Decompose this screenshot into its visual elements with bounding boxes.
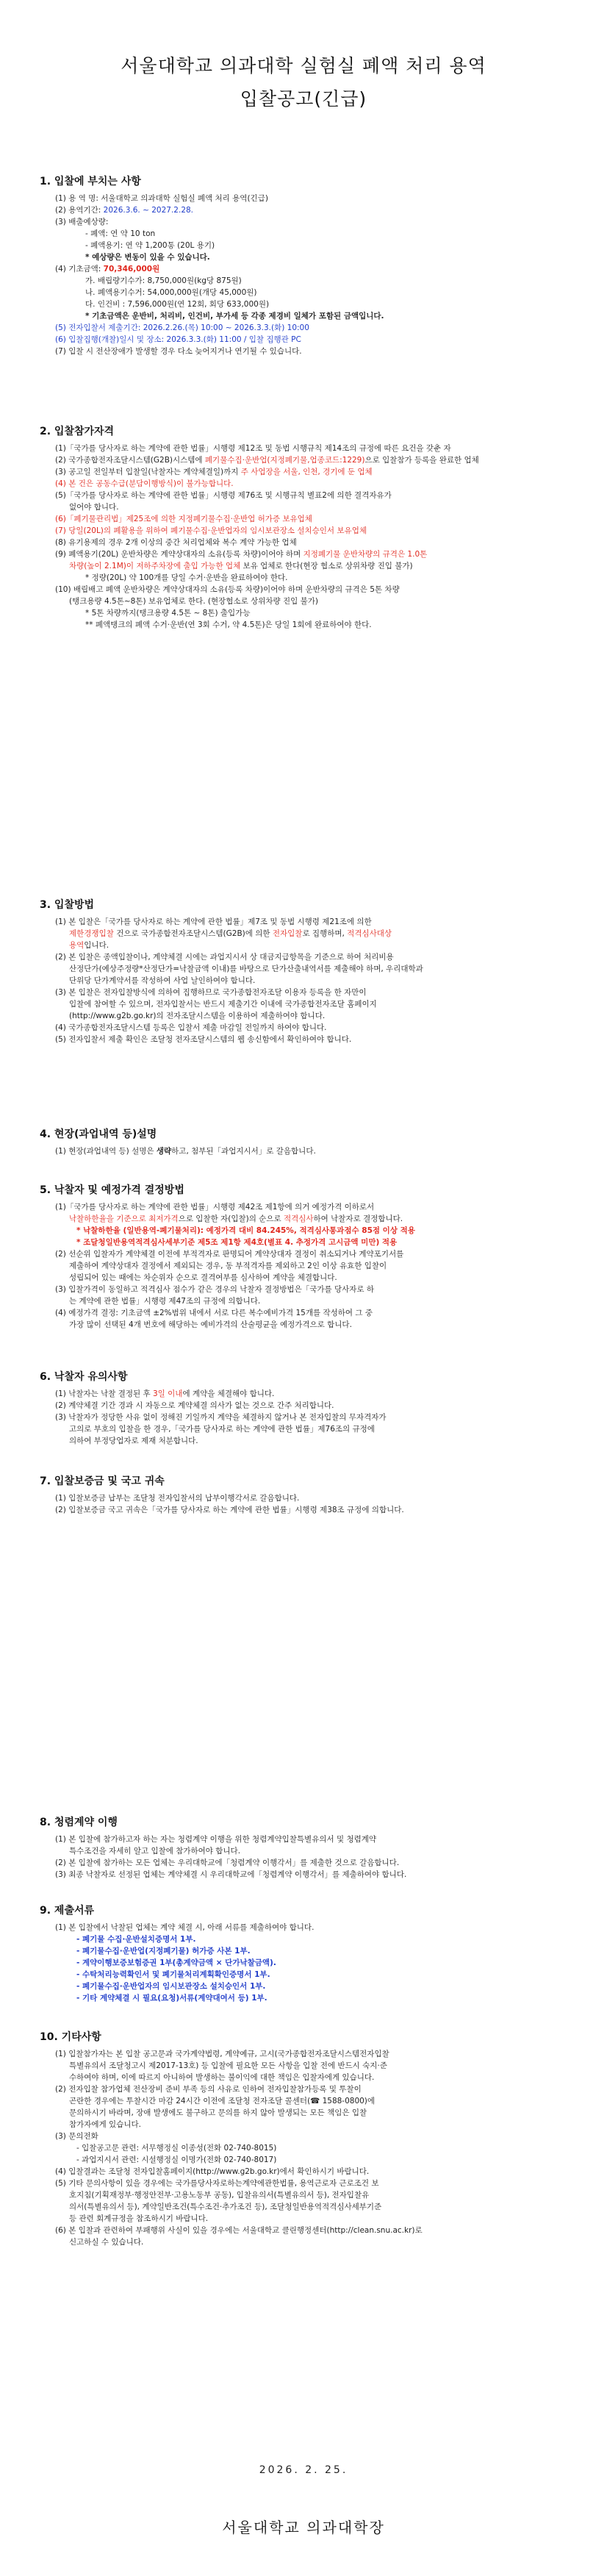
item: (1) 용 역 명: 서울대학교 의과대학 실험실 폐액 처리 용역(긴급) [55,194,268,203]
sub-item-note: * 낙찰하한율 (일반용역-폐기물처리): 예정가격 대비 84.245%, 적격심사통과점수 85점 이상 적용 [76,1226,415,1235]
emphasis-text: 생략 [156,1147,172,1156]
item: (2) 용역기간: 2026.3.6. ~ 2027.2.28. [55,206,194,215]
section-8 [40,1814,583,1881]
item-continued: 가장 많이 선택된 4개 번호에 해당하는 예비가격의 산술평균을 예정가격으로 합니다. [69,1320,352,1329]
item: (2) 본 입찰에 참가하는 모든 업체는 우리대학교에「청렴계약 이행각서」를 제출한 것으로 갈음합니다. [55,1858,400,1867]
item: (1) 입찰보증금 납부는 조달청 전자입찰서의 납부이행각서로 갈음합니다. [55,1494,300,1503]
item: (2) 계약체결 기간 경과 시 자동으로 계약체결 의사가 없는 것으로 간주 처리합니다. [55,1401,334,1410]
sub-item: 다. 인건비 : 7,596,000원(연 12회, 회당 633,000원) [85,300,270,309]
section-4 [40,1126,583,1157]
item-continued: 단위당 단가계약서를 작성하여 사업 날인하여야 합니다. [69,976,256,985]
item: (1)「국가를 당사자로 하는 계약에 관한 법률」시행령 제42조 제1항에 의거 예정가격 이하로서 [55,1203,375,1212]
sub-item-note: * 예상량은 변동이 있을 수 있습니다. [85,253,210,262]
document-list-item: - 계약이행보증보험증권 1부(총계약금액 × 단가낙찰금액). [76,1958,276,1967]
item-continued: 참가자에게 있습니다. [69,2120,141,2129]
item: (5) 전자입찰서 제출기간: 2026.2.26.(목) 10:00 ~ 2026.3.3.(화) 10:00 [55,323,309,332]
item-continued: 제한경쟁입찰 건으로 국가종합전자조달시스템(G2B)에 의한 전자입찰로 집행하며, 적격심사대상 [69,929,392,938]
item: (10) 배립배고 폐액 운반차량은 계약상대자의 소유(등록 차량)이어야 하며 운반차량의 규격은 5톤 차량 [55,585,400,594]
item: (2) 입찰보증금 국고 귀속은「국가를 당사자로 하는 계약에 관한 법률」시행령 제38조 규정에 의합니다. [55,1506,404,1514]
section-9 [40,1903,583,2004]
highlight-text: 3일 이내 [153,1389,183,1398]
item-continued: 낙찰하한율을 기준으로 최저가격으로 입찰한 자(입찰)의 순으로 적격심사하여 낙찰자로 결정합니다. [69,1214,403,1223]
item: (2) 선순위 입찰자가 계약체결 이전에 부적격자로 판명되어 계약상대자 결정이 취소되거나 계약포기서를 [55,1250,404,1259]
item-continued: 고의로 부호의 입찰을 한 경우,「국가를 당사자로 하는 계약에 관한 법률」제76조의 규정에 [69,1425,375,1434]
document-list-item: - 폐기물수집·운반업자의 임시보관장소 설치승인서 1부. [76,1982,266,1991]
item-continued: 용역입니다. [69,941,109,950]
item: (5) 전자입찰서 제출 확인은 조달청 전자조달시스템의 웹 송신함에서 확인하여야 합니다. [55,1035,352,1044]
section-3 [40,897,583,1045]
highlight-text: 적격심사대상 [347,929,392,938]
section-heading: 5. 낙찰자 및 예정가격 결정방법 [40,1184,184,1196]
sub-item: - 폐액: 연 약 10 ton [85,229,156,238]
sub-item: - 입찰공고문 관련: 서무행정실 이종성(전화 02-740-8015) [76,2144,277,2153]
item: (3) 최종 낙찰자로 선정된 업체는 계약체결 시 우리대학교에「청렴계약 이행각서」를 제출하여야 합니다. [55,1870,407,1879]
item-continued: 산정단가(예상주정량*산정단가=낙찰금액 이내)를 바탕으로 단가산출내역서를 제출해야 하며, 우리대학과 [69,965,423,973]
item-continued: (탱크용량 4.5톤~8톤) 보유업체로 한다. (현장협소로 상위차량 진입 불가) [69,597,318,606]
sub-item: * 5톤 차량까지(탱크용량 4.5톤 ~ 8톤) 출입가능 [85,609,251,618]
item-continued: 특수조건을 자세히 알고 입찰에 참가하여야 합니다. [69,1847,241,1856]
sub-item: - 과업지시서 관련: 시설행정실 이명가(전화 02-740-8017) [76,2155,277,2164]
section-heading: 1. 입찰에 부치는 사항 [40,176,141,187]
item-continued: 호지침(기획재정부·행정안전부·고용노동부 공동), 입찰유의서(특별유의서 등), 전자입찰유 [69,2191,370,2200]
item: (7) 입찰 시 전산장애가 발생할 경우 다소 늦어지거나 연기될 수 있습니다. [55,347,302,356]
section-heading: 10. 기타사항 [40,2031,101,2043]
item: (4) 기초금액: 70,346,000원 [55,265,160,273]
item-continued: 등 관련 회계규정을 참조하시기 바랍니다. [69,2214,209,2223]
highlight-text: 전자입찰 [272,929,303,938]
item: (8) 유기용제의 경우 2개 이상의 중간 처리업체와 복수 계약 가능한 업체 [55,538,297,547]
section-6 [40,1369,583,1447]
section-7 [40,1473,583,1516]
item: (3) 공고일 전일부터 입찰일(낙찰자는 계약체결일)까지 주 사업장을 서울, 인천, 경기에 둔 업체 [55,468,373,476]
item: (4) 본 건은 공동수급(분담이행방식)이 불가능합니다. [55,479,234,488]
item: (1) 본 입찰에 참가하고자 하는 자는 청렴계약 이행을 위한 청렴계약입찰특별유의서 및 청렴계약 [55,1835,377,1844]
section-heading: 4. 현장(과업내역 등)설명 [40,1128,157,1140]
highlight-text: 지정폐기물 운반차량의 규격은 1.0톤 [303,550,428,559]
issuer-signature: 서울대학교 의과대학장 [222,2519,385,2536]
highlight-text: 2026.3.6. ~ 2027.2.28. [103,206,194,215]
highlight-text: 주 사업장을 서울, 인천, 경기에 둔 업체 [240,468,373,476]
item: (4) 예정가격 결정: 기초금액 ±2%범위 내에서 서로 다른 복수예비가격 15개를 작성하여 그 중 [55,1309,373,1317]
item: (4) 입찰결과는 조달청 전자입찰홈페이지(http://www.g2b.go.kr)에서 확인하시기 바랍니다. [55,2167,370,2176]
item: (1) 현장(과업내역 등) 설명은 생략하고, 첨부된「과업지시서」로 갈음합니다. [55,1147,316,1156]
item: (7) 당일(20L)의 폐활용을 위하여 폐기물수집·운반업자의 임시보관장소 설치승인서 보유업체 [55,526,367,535]
document-subtitle: 입찰공고(긴급) [240,88,367,110]
item: (4) 국가종합전자조달시스템 등록은 입찰서 제출 마감일 전일까지 하여야 합니다. [55,1023,327,1032]
item: (3) 본 입찰은 전자입찰방식에 의하여 집행하므로 국가종합전자조달 이용자 등록을 한 자만이 [55,988,367,997]
section-2 [40,423,583,631]
document-title: 서울대학교 의과대학 실험실 폐액 처리 용역 [121,55,486,76]
item: (9) 폐액용기(20L) 운반차량은 계약상대자의 소유(등록 차량)이어야 하며 지정폐기물 운반차량의 규격은 1.0톤 [55,550,428,559]
section-heading: 6. 낙찰자 유의사항 [40,1371,128,1383]
item: (6)「폐기물관리법」제25조에 의한 지정폐기물수집·운반업 허가증 보유업체 [55,515,312,523]
item: (3) 배출예상량: [55,218,109,226]
section-1 [40,173,583,357]
item-continued: 곤란한 경우에는 투찰시간 마감 24시간 이전에 조달청 전자조달 콜센터(☎ 1588-0800)에 [69,2097,376,2105]
highlight-text: 70,346,000원 [103,265,160,273]
item: (2) 전자입찰 참가업체 전산장비 준비 부족 등의 사유로 인하여 전자입찰참가등록 및 투찰이 [55,2085,362,2094]
sub-item: 가. 배립량기수가: 8,750,000원(kg당 875원) [85,276,242,285]
section-heading: 8. 청렴계약 이행 [40,1817,118,1828]
section-heading: 7. 입찰보증금 및 국고 귀속 [40,1475,165,1487]
item-continued: 문의하시기 바라며, 장애 발생에도 불구하고 문의를 하지 않아 발생되는 모든 책임은 입찰 [69,2108,367,2117]
item: (1) 낙찰자는 낙찰 결정된 후 3일 이내에 계약을 체결해야 합니다. [55,1389,275,1398]
item-continued: 의하여 부정당업자로 제재 처분합니다. [69,1437,198,1445]
item: (2) 본 입찰은 종액입찰이나, 계약체결 시에는 과업지시서 상 대금지급항목을 기준으로 하여 처리비용 [55,953,394,962]
item: (5) 기타 문의사항이 있을 경우에는 국가를당사자로하는계약에관한법률, 용역근로자 근로조건 보 [55,2179,379,2188]
document-list-item: - 폐기물 수집·운반설치증명서 1부. [76,1935,196,1944]
sub-item-note: * 조달청일반용역적격심사세부기준 제5조 제1항 제4호(별표 4. 추정가격 고시금액 미만) 적용 [76,1238,398,1247]
document-list-item: - 수탁처리능력확인서 및 폐기물처리계획확인증명서 1부. [76,1970,270,1979]
item: (1) 본 입찰에서 낙찰된 업체는 계약 체결 시, 아래 서류를 제출하여야 합니다. [55,1923,315,1932]
item: (3) 문의전화 [55,2132,98,2141]
item: (3) 낙찰자가 정당한 사유 없이 정해진 기일까지 계약을 체결하지 않거나 본 전자입찰의 무자격자가 [55,1413,387,1422]
highlight-text: 제한경쟁입찰 [69,929,114,938]
section-heading: 3. 입찰방법 [40,899,95,911]
section-heading: 2. 입찰참가자격 [40,426,115,437]
sub-item: * 정량(20L) 약 100개를 당일 수거·운반을 완료하여야 한다. [85,573,288,582]
item-continued: 의서(특별유의서 등), 계약일반조건(특수조건·추가조건 등), 조달청일반용역적격심사세부기준 [69,2203,382,2211]
highlight-text: 적격심사 [283,1214,314,1223]
item-continued: 신고하실 수 있습니다. [69,2238,144,2247]
item: (5)「국가를 당사자로 하는 계약에 관한 법률」시행령 제76조 및 시행규칙 별표2에 의한 결격자유가 [55,491,392,500]
sub-item: - 폐액용기: 연 약 1,200통 (20L 용기) [85,241,215,250]
item-continued: 없어야 합니다. [69,503,119,512]
sub-item: ** 폐액탱크의 폐액 수거·운반(연 3회 수거, 약 4.5톤)은 당일 1회에 완료하여야 한다. [85,620,372,629]
highlight-text: 용역 [69,941,85,950]
item: (3) 입찰가격이 동일하고 적격심사 점수가 같은 경우의 낙찰자 결정방법은「국가를 당사자로 하 [55,1285,375,1294]
section-heading: 9. 제출서류 [40,1905,95,1917]
sub-item-note: * 기초금액은 운반비, 처리비, 인건비, 부가세 등 각종 제경비 일체가 포함된 금액입니다. [85,312,384,321]
item-continued: 제출하여 계약상대자 결정에서 제외되는 경우, 동 부적격자를 제외하고 2인 이상 유효한 입찰이 [69,1262,387,1270]
item: (6) 본 입찰과 관련하여 부패행위 사실이 있을 경우에는 서울대학교 클린행정센터(http://clean.snu.ac.kr)로 [55,2226,423,2235]
highlight-text: 차량(높이 2.1M)이 저하주차장에 출입 가능한 업체 [69,562,241,570]
item-continued: (http://www.g2b.go.kr)의 전자조달시스템을 이용하여 제출하여야 합니다. [69,1012,326,1020]
highlight-text: 폐기물수집·운반업(지정폐기물,업종코드:1229) [204,456,365,465]
highlight-text: 낙찰하한율을 기준으로 최저가격 [69,1214,179,1223]
item-continued: 입찰에 참여할 수 있으며, 전자입찰서는 반드시 제출기간 이내에 국가종합전자조달 홈페이지 [69,1000,377,1009]
item-continued: 수하여야 하며, 이에 따르지 아니하여 발생하는 불이익에 대한 책임은 입찰자에게 있습니다. [69,2073,375,2082]
item: (1)「국가를 당사자로 하는 계약에 관한 법률」시행령 제12조 및 동법 시행규칙 제14조의 규정에 따른 요건을 갖춘 자 [55,444,451,453]
document-list-item: - 기타 계약체결 시 필요(요청)서류(계약대여서 등) 1부. [76,1994,267,2003]
item-continued: 차량(높이 2.1M)이 저하주차장에 출입 가능한 업체 보유 업체로 한다(현장 협소로 상위차량 진입 불가) [69,562,413,570]
item: (1) 본 입찰은「국가를 당사자로 하는 계약에 관한 법률」제7조 및 동법 시행령 제21조에 의한 [55,917,372,926]
item-continued: 특별유의서 조달청고시 제2017-13호) 등 입찰에 필요한 모든 사항을 입찰 전에 반드시 숙지·준 [69,2061,387,2070]
item-continued: 는 계약에 관한 법률」시행령 제47조의 규정에 의합니다. [69,1297,261,1306]
item-continued: 성립되어 있는 때에는 차순위자 순으로 결격여부를 심사하여 계약을 체결합니다. [69,1273,337,1282]
document-list-item: - 폐기물수집·운반업(지정폐기물) 허가증 사본 1부. [76,1947,251,1956]
issue-date: 2026. 2. 25. [259,2464,348,2476]
item: (1) 입찰참가자는 본 입찰 공고문과 국가계약법령, 계약예규, 고시(국가종합전자조달시스템전자입찰 [55,2050,389,2058]
section-10 [40,2029,583,2248]
sub-item: 나. 폐액용기수거: 54,000,000원(개당 45,000원) [85,288,257,297]
section-5 [40,1182,583,1331]
item: (2) 국가종합전자조달시스템(G2B)시스템에 폐기물수집·운반업(지정폐기물,업종코드:1229)으로 입찰참가 등록을 완료한 업체 [55,456,479,465]
item: (6) 입찰집행(개찰)일시 및 장소: 2026.3.3.(화) 11:00 / 입찰 집행관 PC [55,335,301,344]
